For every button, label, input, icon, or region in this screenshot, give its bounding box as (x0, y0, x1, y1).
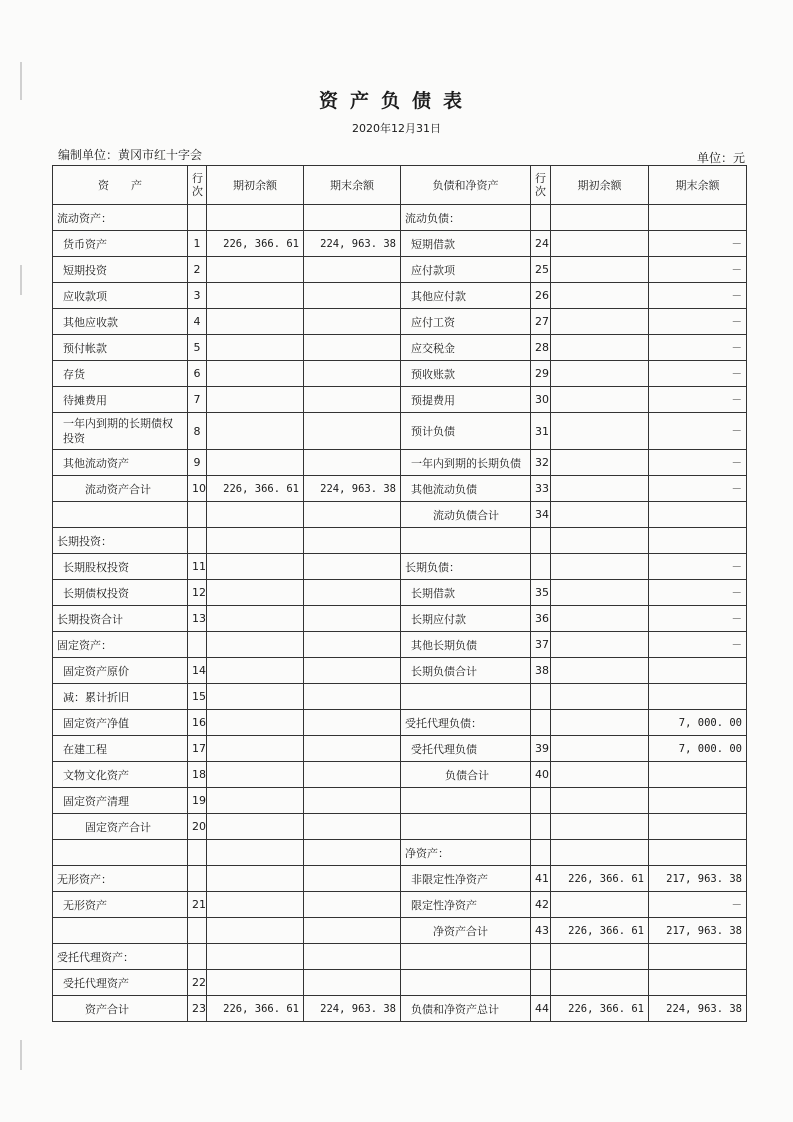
header-end-balance-2: 期末余额 (649, 166, 747, 205)
header-line-bottom: 次 (535, 185, 546, 198)
liability-begin-balance (551, 205, 649, 231)
scan-margin-mark (20, 1040, 22, 1070)
liability-line-no (531, 684, 551, 710)
liability-begin-balance (551, 476, 649, 502)
liability-line-no: 38 (531, 658, 551, 684)
asset-begin-balance (207, 684, 304, 710)
liability-line-no: 30 (531, 387, 551, 413)
liability-label: 预收账款 (401, 361, 531, 387)
balance-sheet-table (52, 165, 747, 1022)
asset-begin-balance (207, 710, 304, 736)
asset-end-balance (304, 554, 401, 580)
liability-line-no (531, 788, 551, 814)
asset-label (53, 840, 188, 866)
asset-begin-balance: 226, 366. 61 (207, 996, 304, 1022)
liability-label (401, 788, 531, 814)
asset-line-no (188, 205, 207, 231)
liability-begin-balance (551, 684, 649, 710)
asset-line-no: 12 (188, 580, 207, 606)
liability-label: 负债合计 (401, 762, 531, 788)
asset-line-no: 21 (188, 892, 207, 918)
liability-line-no: 26 (531, 283, 551, 309)
liability-line-no: 43 (531, 918, 551, 944)
liability-begin-balance (551, 283, 649, 309)
liability-label: 应付工资 (401, 309, 531, 335)
liability-begin-balance (551, 361, 649, 387)
table-row (53, 387, 747, 413)
table-row (53, 231, 747, 257)
liability-begin-balance (551, 528, 649, 554)
liability-line-no (531, 710, 551, 736)
liability-end-balance (649, 788, 747, 814)
table-row (53, 450, 747, 476)
liability-line-no: 28 (531, 335, 551, 361)
asset-end-balance (304, 892, 401, 918)
table-row (53, 554, 747, 580)
asset-end-balance (304, 814, 401, 840)
asset-begin-balance (207, 283, 304, 309)
table-row (53, 309, 747, 335)
asset-end-balance (304, 283, 401, 309)
asset-begin-balance (207, 658, 304, 684)
asset-line-no: 15 (188, 684, 207, 710)
liability-label (401, 970, 531, 996)
liability-end-balance: － (649, 476, 747, 502)
liability-label: 受托代理负债： (401, 710, 531, 736)
asset-end-balance (304, 684, 401, 710)
asset-line-no: 7 (188, 387, 207, 413)
liability-line-no: 24 (531, 231, 551, 257)
asset-begin-balance (207, 736, 304, 762)
liability-begin-balance (551, 257, 649, 283)
organization-label: 编制单位：黄冈市红十字会 (58, 148, 203, 162)
asset-end-balance (304, 361, 401, 387)
asset-end-balance (304, 413, 401, 450)
asset-end-balance (304, 528, 401, 554)
asset-label: 预付帐款 (53, 335, 188, 361)
asset-label: 其他应收款 (53, 309, 188, 335)
liability-label: 限定性净资产 (401, 892, 531, 918)
asset-begin-balance (207, 580, 304, 606)
liability-end-balance: 7, 000. 00 (649, 736, 747, 762)
header-begin-balance-2: 期初余额 (551, 166, 649, 205)
asset-end-balance (304, 632, 401, 658)
asset-line-no: 4 (188, 309, 207, 335)
asset-end-balance (304, 788, 401, 814)
liability-line-no: 41 (531, 866, 551, 892)
asset-line-no: 5 (188, 335, 207, 361)
table-header-row (53, 166, 747, 205)
header-line-bottom: 次 (192, 185, 203, 198)
asset-end-balance (304, 387, 401, 413)
asset-end-balance (304, 970, 401, 996)
asset-end-balance (304, 580, 401, 606)
table-row (53, 710, 747, 736)
header-liability: 负债和净资产 (401, 166, 531, 205)
liability-label: 预提费用 (401, 387, 531, 413)
liability-end-balance: － (649, 580, 747, 606)
asset-end-balance (304, 658, 401, 684)
liability-line-no: 33 (531, 476, 551, 502)
liability-line-no: 34 (531, 502, 551, 528)
asset-line-no (188, 866, 207, 892)
table-row (53, 361, 747, 387)
liability-end-balance: 217, 963. 38 (649, 918, 747, 944)
liability-label: 流动负债合计 (401, 502, 531, 528)
asset-begin-balance: 226, 366. 61 (207, 476, 304, 502)
liability-line-no: 27 (531, 309, 551, 335)
asset-label: 固定资产原价 (53, 658, 188, 684)
scan-margin-mark (20, 265, 22, 295)
liability-begin-balance (551, 710, 649, 736)
table-row (53, 840, 747, 866)
liability-end-balance: － (649, 361, 747, 387)
liability-begin-balance (551, 554, 649, 580)
table-row (53, 762, 747, 788)
asset-begin-balance (207, 502, 304, 528)
liability-end-balance: － (649, 231, 747, 257)
asset-begin-balance (207, 814, 304, 840)
asset-end-balance (304, 840, 401, 866)
asset-line-no (188, 918, 207, 944)
liability-line-no: 29 (531, 361, 551, 387)
asset-label: 待摊费用 (53, 387, 188, 413)
asset-begin-balance (207, 257, 304, 283)
asset-label: 受托代理资产 (53, 970, 188, 996)
asset-end-balance (304, 866, 401, 892)
table-row (53, 632, 747, 658)
table-row (53, 606, 747, 632)
asset-line-no: 23 (188, 996, 207, 1022)
liability-label: 一年内到期的长期负债 (401, 450, 531, 476)
asset-begin-balance: 226, 366. 61 (207, 231, 304, 257)
asset-label: 其他流动资产 (53, 450, 188, 476)
table-row (53, 283, 747, 309)
table-row (53, 502, 747, 528)
liability-label: 应交税金 (401, 335, 531, 361)
asset-label: 短期投资 (53, 257, 188, 283)
liability-end-balance (649, 944, 747, 970)
liability-begin-balance: 226, 366. 61 (551, 918, 649, 944)
asset-begin-balance (207, 450, 304, 476)
liability-end-balance: － (649, 309, 747, 335)
asset-line-no: 20 (188, 814, 207, 840)
asset-begin-balance (207, 840, 304, 866)
liability-end-balance (649, 814, 747, 840)
asset-begin-balance (207, 528, 304, 554)
asset-line-no: 8 (188, 413, 207, 450)
asset-line-no (188, 528, 207, 554)
table-row (53, 944, 747, 970)
asset-line-no: 9 (188, 450, 207, 476)
liability-label: 短期借款 (401, 231, 531, 257)
asset-label: 货币资产 (53, 231, 188, 257)
asset-begin-balance (207, 554, 304, 580)
asset-end-balance (304, 335, 401, 361)
table-row (53, 580, 747, 606)
asset-line-no: 1 (188, 231, 207, 257)
liability-end-balance: － (649, 257, 747, 283)
table-row (53, 892, 747, 918)
asset-label: 文物文化资产 (53, 762, 188, 788)
liability-line-no: 42 (531, 892, 551, 918)
table-row (53, 658, 747, 684)
asset-label: 流动资产： (53, 205, 188, 231)
liability-label: 长期借款 (401, 580, 531, 606)
liability-begin-balance (551, 231, 649, 257)
asset-begin-balance (207, 205, 304, 231)
asset-label: 固定资产净值 (53, 710, 188, 736)
liability-line-no: 32 (531, 450, 551, 476)
asset-line-no: 16 (188, 710, 207, 736)
liability-begin-balance (551, 788, 649, 814)
liability-label: 非限定性净资产 (401, 866, 531, 892)
header-begin-balance: 期初余额 (207, 166, 304, 205)
asset-label: 长期股权投资 (53, 554, 188, 580)
asset-label: 无形资产 (53, 892, 188, 918)
liability-end-balance (649, 528, 747, 554)
table-row (53, 736, 747, 762)
table-row (53, 205, 747, 231)
asset-line-no: 6 (188, 361, 207, 387)
asset-label (53, 918, 188, 944)
asset-line-no: 22 (188, 970, 207, 996)
asset-begin-balance (207, 970, 304, 996)
liability-line-no: 39 (531, 736, 551, 762)
liability-begin-balance (551, 658, 649, 684)
asset-line-no: 10 (188, 476, 207, 502)
liability-label: 其他应付款 (401, 283, 531, 309)
asset-line-no (188, 944, 207, 970)
liability-begin-balance (551, 762, 649, 788)
liability-end-balance: － (649, 554, 747, 580)
liability-line-no: 37 (531, 632, 551, 658)
table-row (53, 866, 747, 892)
table-row (53, 970, 747, 996)
liability-end-balance (649, 502, 747, 528)
header-line-top: 行 (535, 172, 546, 185)
liability-begin-balance (551, 309, 649, 335)
liability-line-no (531, 814, 551, 840)
liability-label: 受托代理负债 (401, 736, 531, 762)
asset-label: 受托代理资产： (53, 944, 188, 970)
liability-end-balance: － (649, 283, 747, 309)
liability-label: 流动负债： (401, 205, 531, 231)
asset-line-no: 19 (188, 788, 207, 814)
asset-label: 长期投资合计 (53, 606, 188, 632)
liability-end-balance (649, 970, 747, 996)
asset-begin-balance (207, 335, 304, 361)
liability-begin-balance (551, 814, 649, 840)
asset-label: 资产合计 (53, 996, 188, 1022)
asset-begin-balance (207, 632, 304, 658)
liability-label: 长期负债： (401, 554, 531, 580)
liability-label: 其他流动负债 (401, 476, 531, 502)
liability-label (401, 528, 531, 554)
liability-line-no: 40 (531, 762, 551, 788)
table-row (53, 528, 747, 554)
asset-begin-balance (207, 944, 304, 970)
asset-label: 固定资产合计 (53, 814, 188, 840)
asset-line-no: 17 (188, 736, 207, 762)
asset-label (53, 502, 188, 528)
liability-label: 净资产： (401, 840, 531, 866)
asset-begin-balance (207, 918, 304, 944)
liability-end-balance: 7, 000. 00 (649, 710, 747, 736)
liability-end-balance (649, 658, 747, 684)
liability-end-balance: 217, 963. 38 (649, 866, 747, 892)
header-line-top: 行 (192, 172, 203, 185)
liability-end-balance (649, 840, 747, 866)
table-row (53, 788, 747, 814)
liability-label: 负债和净资产总计 (401, 996, 531, 1022)
liability-end-balance (649, 762, 747, 788)
header-line-no-2 (531, 166, 551, 205)
asset-begin-balance (207, 309, 304, 335)
asset-begin-balance (207, 762, 304, 788)
asset-label: 长期投资： (53, 528, 188, 554)
liability-begin-balance: 226, 366. 61 (551, 866, 649, 892)
asset-end-balance (304, 606, 401, 632)
liability-line-no: 35 (531, 580, 551, 606)
asset-label: 流动资产合计 (53, 476, 188, 502)
liability-begin-balance: 226, 366. 61 (551, 996, 649, 1022)
liability-label (401, 684, 531, 710)
liability-line-no (531, 944, 551, 970)
table-row (53, 413, 747, 450)
asset-label: 无形资产： (53, 866, 188, 892)
liability-end-balance: － (649, 335, 747, 361)
liability-end-balance: － (649, 450, 747, 476)
liability-begin-balance (551, 413, 649, 450)
liability-end-balance: － (649, 606, 747, 632)
liability-begin-balance (551, 502, 649, 528)
liability-line-no (531, 840, 551, 866)
table-row (53, 476, 747, 502)
liability-label (401, 944, 531, 970)
liability-begin-balance (551, 736, 649, 762)
liability-end-balance: 224, 963. 38 (649, 996, 747, 1022)
liability-line-no: 36 (531, 606, 551, 632)
header-asset: 资 产 (53, 166, 188, 205)
asset-line-no: 11 (188, 554, 207, 580)
asset-label: 固定资产： (53, 632, 188, 658)
asset-begin-balance (207, 413, 304, 450)
asset-line-no (188, 502, 207, 528)
asset-line-no: 13 (188, 606, 207, 632)
asset-begin-balance (207, 866, 304, 892)
liability-label: 长期应付款 (401, 606, 531, 632)
header-end-balance: 期末余额 (304, 166, 401, 205)
liability-end-balance: － (649, 413, 747, 450)
liability-end-balance: － (649, 892, 747, 918)
asset-begin-balance (207, 892, 304, 918)
liability-label (401, 814, 531, 840)
asset-begin-balance (207, 606, 304, 632)
report-date: 2020年12月31日 (352, 122, 441, 135)
asset-end-balance (304, 944, 401, 970)
page-title: 资产负债表 (318, 90, 474, 112)
liability-end-balance: － (649, 632, 747, 658)
asset-line-no: 3 (188, 283, 207, 309)
liability-line-no (531, 528, 551, 554)
liability-begin-balance (551, 387, 649, 413)
liability-begin-balance (551, 335, 649, 361)
table-row (53, 684, 747, 710)
asset-line-no: 2 (188, 257, 207, 283)
liability-label: 预计负债 (401, 413, 531, 450)
currency-unit-label: 单位：元 (696, 151, 745, 165)
asset-line-no: 18 (188, 762, 207, 788)
asset-end-balance (304, 736, 401, 762)
asset-line-no: 14 (188, 658, 207, 684)
liability-line-no: 25 (531, 257, 551, 283)
asset-end-balance (304, 710, 401, 736)
liability-end-balance (649, 684, 747, 710)
asset-label: 一年内到期的长期债权投资 (53, 413, 188, 450)
asset-end-balance (304, 502, 401, 528)
header-line-no (188, 166, 207, 205)
liability-label: 净资产合计 (401, 918, 531, 944)
liability-begin-balance (551, 632, 649, 658)
liability-begin-balance (551, 450, 649, 476)
table-row (53, 918, 747, 944)
asset-label: 固定资产清理 (53, 788, 188, 814)
asset-end-balance: 224, 963. 38 (304, 231, 401, 257)
liability-begin-balance (551, 892, 649, 918)
asset-end-balance: 224, 963. 38 (304, 996, 401, 1022)
liability-line-no (531, 205, 551, 231)
liability-begin-balance (551, 580, 649, 606)
asset-end-balance (304, 309, 401, 335)
asset-label: 存货 (53, 361, 188, 387)
table-row (53, 814, 747, 840)
liability-label: 长期负债合计 (401, 658, 531, 684)
liability-end-balance (649, 205, 747, 231)
asset-end-balance (304, 257, 401, 283)
asset-label: 应收款项 (53, 283, 188, 309)
liability-end-balance: － (649, 387, 747, 413)
liability-line-no (531, 554, 551, 580)
asset-begin-balance (207, 788, 304, 814)
asset-end-balance (304, 450, 401, 476)
asset-end-balance (304, 762, 401, 788)
asset-end-balance: 224, 963. 38 (304, 476, 401, 502)
asset-label: 长期债权投资 (53, 580, 188, 606)
asset-label: 在建工程 (53, 736, 188, 762)
liability-line-no: 31 (531, 413, 551, 450)
asset-begin-balance (207, 387, 304, 413)
liability-begin-balance (551, 840, 649, 866)
table-row (53, 257, 747, 283)
asset-line-no (188, 840, 207, 866)
liability-label: 应付款项 (401, 257, 531, 283)
liability-line-no: 44 (531, 996, 551, 1022)
liability-begin-balance (551, 606, 649, 632)
asset-label: 减：累计折旧 (53, 684, 188, 710)
asset-line-no (188, 632, 207, 658)
liability-label: 其他长期负债 (401, 632, 531, 658)
liability-line-no (531, 970, 551, 996)
table-row (53, 996, 747, 1022)
asset-end-balance (304, 918, 401, 944)
asset-end-balance (304, 205, 401, 231)
table-row (53, 335, 747, 361)
liability-begin-balance (551, 944, 649, 970)
asset-begin-balance (207, 361, 304, 387)
liability-begin-balance (551, 970, 649, 996)
